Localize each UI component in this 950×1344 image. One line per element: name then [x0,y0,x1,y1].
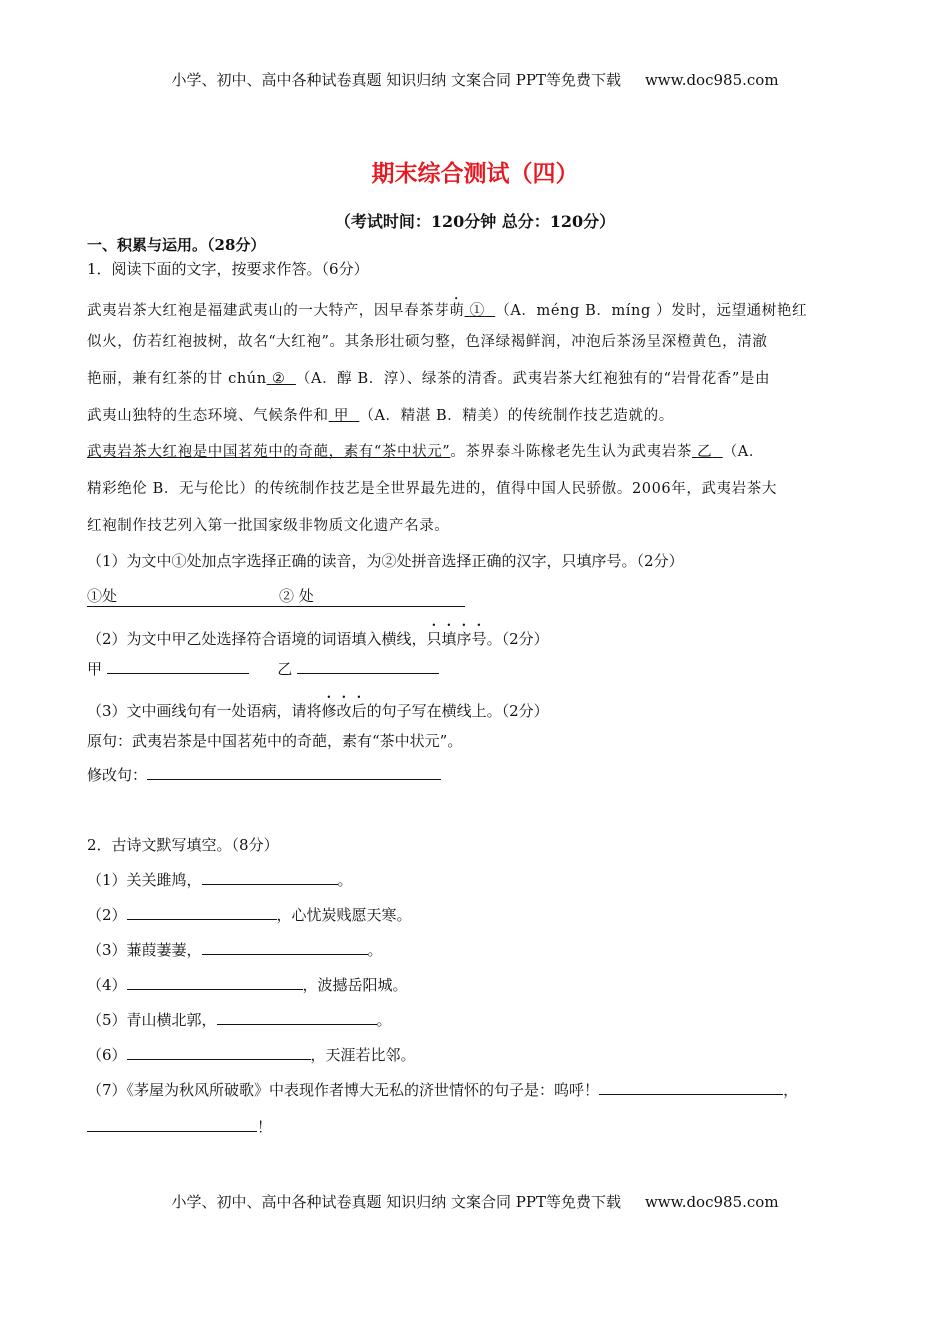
page-header [0,69,950,90]
exam-info: （考试时间：120分钟 总分：120分） [334,212,616,231]
subquestion-3: （3）文中画线句有一处语病，请将修改后的句子写在横线上。（2分） [87,702,549,720]
subquestion-2: （2）为文中甲乙处选择符合语境的词语填入横线，只填序号。（2分） [87,630,549,648]
answer-blank[interactable] [599,1080,783,1095]
page-title: 期末综合测试（四） [371,160,579,187]
question-1-stem: 1．阅读下面的文字，按要求作答。（6分） [87,260,369,278]
subquestion-1: （1）为文中①处加点字选择正确的读音，为②处拼音选择正确的汉字，只填序号。（2分） [87,552,684,570]
poem-blank-7b[interactable]: ！ [87,1117,272,1137]
poem-fill-item[interactable]: （1）关关雎鸠， 。 [87,871,353,889]
answer-blank[interactable] [127,1045,311,1060]
passage-line: 武夷山独特的生态环境、气候条件和 甲 （A．精湛 B．精美）的传统制作技艺造就的。 [87,408,674,424]
passage-line: 武夷岩茶大红袍是中国茗苑中的奇葩，素有“茶中状元”。茶界泰斗陈椽老先生认为武夷岩茶 乙 （A． [87,444,764,460]
answer-blank[interactable] [202,870,338,885]
passage-line: 艳丽，兼有红茶的甘 chún ② （A．醇 B．淳）、绿茶的清香。武夷岩茶大红袍独有的“岩骨花香”是由 [87,371,771,387]
answer-line-2[interactable]: 甲 乙 [87,659,439,679]
passage-line: 似火，仿若红袍披树，故名“大红袍”。其条形壮硕匀整，色泽绿褐鲜润，冲泡后茶汤呈深橙黄色，清澈 [87,334,768,350]
passage-line: 精彩绝伦 B．无与伦比）的传统制作技艺是全世界最先进的，值得中国人民骄傲。2006年，武夷岩茶大 [87,481,777,497]
poem-fill-item[interactable]: （5）青山横北郭， 。 [87,1011,392,1029]
answer-line-1[interactable]: ①处 ② 处 [87,586,465,607]
poem-fill-item[interactable]: （7）《茅屋为秋风所破歌》中表现作者博大无私的济世情怀的句子是：呜呼！ ， [87,1081,799,1099]
revised-sentence-field[interactable]: 修改句： [87,765,441,785]
footer-text: 小学、初中、高中各种试卷真题 知识归纳 文案合同 PPT等免费下载 [171,1193,621,1211]
underlined-sentence: 武夷岩茶大红袍是中国茗苑中的奇葩，素有“茶中状元” [87,444,451,460]
poem-fill-item[interactable]: （6） ，天涯若比邻。 [87,1046,416,1064]
question-2-stem: 2．古诗文默写填空。（8分） [87,836,279,854]
passage-line: 武夷岩茶大红袍是福建武夷山的一大特产，因早春茶芽萌 ① （A．méng B．míng ）发时，远望通树艳红 [87,303,808,319]
footer-url[interactable]: www.doc985.com [644,1193,779,1211]
section-heading: 一、积累与运用。（28分） [87,236,266,254]
poem-fill-item[interactable]: （2） ，心忧炭贱愿天寒。 [87,906,412,924]
poem-fill-item[interactable]: （4） ，波撼岳阳城。 [87,976,408,994]
header-url[interactable]: www.doc985.com [644,71,779,89]
original-sentence: 原句：武夷岩茶是中国茗苑中的奇葩，素有“茶中状元”。 [87,732,463,750]
passage-line: 红袍制作技艺列入第一批国家级非物质文化遗产名录。 [87,518,450,534]
page-footer [0,1191,950,1212]
header-text: 小学、初中、高中各种试卷真题 知识归纳 文案合同 PPT等免费下载 [171,71,621,89]
answer-blank[interactable] [202,940,368,955]
answer-blank[interactable] [127,975,303,990]
answer-blank[interactable] [217,1010,377,1025]
answer-blank[interactable] [127,905,277,920]
poem-fill-item[interactable]: （3）蒹葭萋萋， 。 [87,941,383,959]
